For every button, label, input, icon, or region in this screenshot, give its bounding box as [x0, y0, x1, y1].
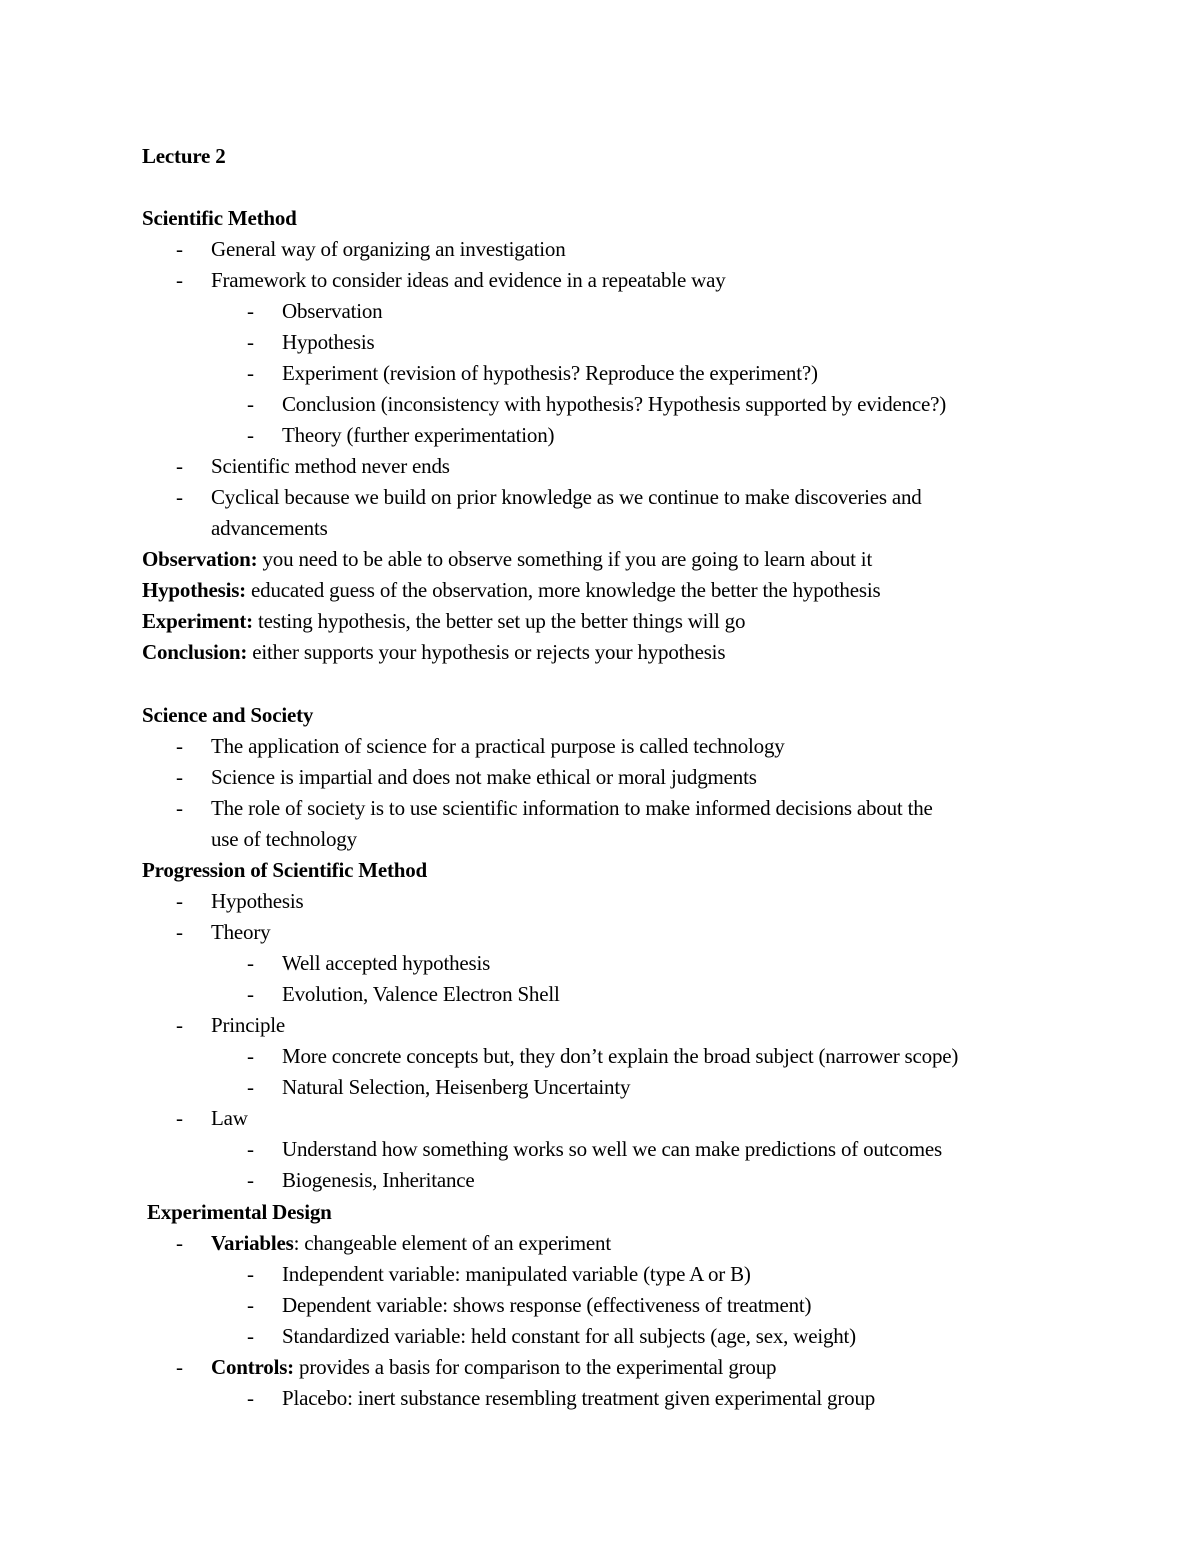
list-item-text: advancements	[211, 516, 328, 540]
heading-progression: Progression of Scientific Method	[142, 858, 428, 882]
bullet-dash: -	[247, 392, 254, 416]
variables-term: Variables	[211, 1231, 294, 1255]
list-item-text: General way of organizing an investigation	[211, 237, 566, 261]
definition-conclusion	[142, 637, 725, 668]
bullet-dash: -	[247, 330, 254, 354]
list-item-text: Scientific method never ends	[211, 454, 450, 478]
bullet-dash: -	[247, 951, 254, 975]
sub-list-item-text: Biogenesis, Inheritance	[282, 1168, 475, 1192]
sub-list-item-text: Experiment (revision of hypothesis? Reproduce the experiment?)	[282, 361, 818, 385]
bullet-dash: -	[247, 1044, 254, 1068]
sub-list-item-text: Evolution, Valence Electron Shell	[282, 982, 560, 1006]
sub-list-item-text: Dependent variable: shows response (effectiveness of treatment)	[282, 1293, 812, 1317]
definition-hypothesis	[142, 575, 880, 606]
bullet-dash: -	[247, 1386, 254, 1410]
sub-list-item-text: Understand how something works so well we can make predictions of outcomes	[282, 1137, 942, 1161]
bullet-dash: -	[247, 1262, 254, 1286]
heading-scientific-method: Scientific Method	[142, 206, 297, 230]
heading-science-and-society: Science and Society	[142, 703, 314, 727]
sub-list-item-text: Well accepted hypothesis	[282, 951, 491, 975]
list-item-text: Theory	[211, 920, 271, 944]
list-item-text: Science is impartial and does not make ethical or moral judgments	[211, 765, 757, 789]
definition-term: Conclusion:	[142, 640, 248, 664]
bullet-dash: -	[247, 1137, 254, 1161]
sub-list-item-text: Natural Selection, Heisenberg Uncertainty	[282, 1075, 631, 1099]
list-item-text: Law	[211, 1106, 248, 1130]
sub-list-item-text: Hypothesis	[282, 330, 375, 354]
lecture-title: Lecture 2	[142, 144, 226, 168]
bullet-dash: -	[176, 454, 183, 478]
bullet-dash: -	[176, 796, 183, 820]
list-item-text: Principle	[211, 1013, 286, 1037]
bullet-dash: -	[247, 361, 254, 385]
sub-list-item-text: Placebo: inert substance resembling treatment given experimental group	[282, 1386, 876, 1410]
bullet-dash: -	[176, 1231, 183, 1255]
definition-term: Experiment:	[142, 609, 253, 633]
definition-text: you need to be able to observe something if you are going to learn about it	[257, 547, 873, 571]
sub-list-item-text: Independent variable: manipulated variable (type A or B)	[282, 1262, 751, 1286]
list-item-text: Cyclical because we build on prior knowledge as we continue to make discoveries and	[211, 485, 922, 509]
list-item-text: use of technology	[211, 827, 357, 851]
definition-text: testing hypothesis, the better set up the better things will go	[252, 609, 746, 633]
bullet-dash: -	[247, 423, 254, 447]
list-item-text	[211, 1228, 611, 1259]
list-item-text: Hypothesis	[211, 889, 304, 913]
bullet-dash: -	[176, 268, 183, 292]
bullet-dash: -	[247, 299, 254, 323]
bullet-dash: -	[176, 889, 183, 913]
bullet-dash: -	[176, 920, 183, 944]
bullet-dash: -	[176, 734, 183, 758]
list-item-text: The role of society is to use scientific information to make informed decisions about the	[211, 796, 933, 820]
heading-experimental-design: Experimental Design	[147, 1200, 332, 1224]
list-item-text: The application of science for a practical purpose is called technology	[211, 734, 785, 758]
list-item-text	[211, 1352, 776, 1383]
bullet-dash: -	[247, 1168, 254, 1192]
bullet-dash: -	[247, 1075, 254, 1099]
definition-term: Observation:	[142, 547, 258, 571]
bullet-dash: -	[247, 1293, 254, 1317]
definition-text: either supports your hypothesis or rejects your hypothesis	[247, 640, 726, 664]
list-item-text: Framework to consider ideas and evidence in a repeatable way	[211, 268, 726, 292]
variables-text: : changeable element of an experiment	[293, 1231, 611, 1255]
sub-list-item-text: Theory (further experimentation)	[282, 423, 555, 447]
sub-list-item-text: Conclusion (inconsistency with hypothesis? Hypothesis supported by evidence?)	[282, 392, 947, 416]
controls-term: Controls:	[211, 1355, 294, 1379]
bullet-dash: -	[176, 1355, 183, 1379]
sub-list-item-text: More concrete concepts but, they don’t explain the broad subject (narrower scope)	[282, 1044, 959, 1068]
bullet-dash: -	[176, 485, 183, 509]
controls-text: provides a basis for comparison to the experimental group	[293, 1355, 777, 1379]
definition-experiment	[142, 606, 745, 637]
definition-text: educated guess of the observation, more knowledge the better the hypothesis	[245, 578, 881, 602]
bullet-dash: -	[176, 1013, 183, 1037]
definition-term: Hypothesis:	[142, 578, 246, 602]
sub-list-item-text: Observation	[282, 299, 383, 323]
bullet-dash: -	[176, 237, 183, 261]
bullet-dash: -	[247, 982, 254, 1006]
sub-list-item-text: Standardized variable: held constant for all subjects (age, sex, weight)	[282, 1324, 856, 1348]
bullet-dash: -	[176, 1106, 183, 1130]
bullet-dash: -	[176, 765, 183, 789]
bullet-dash: -	[247, 1324, 254, 1348]
definition-observation	[142, 544, 872, 575]
